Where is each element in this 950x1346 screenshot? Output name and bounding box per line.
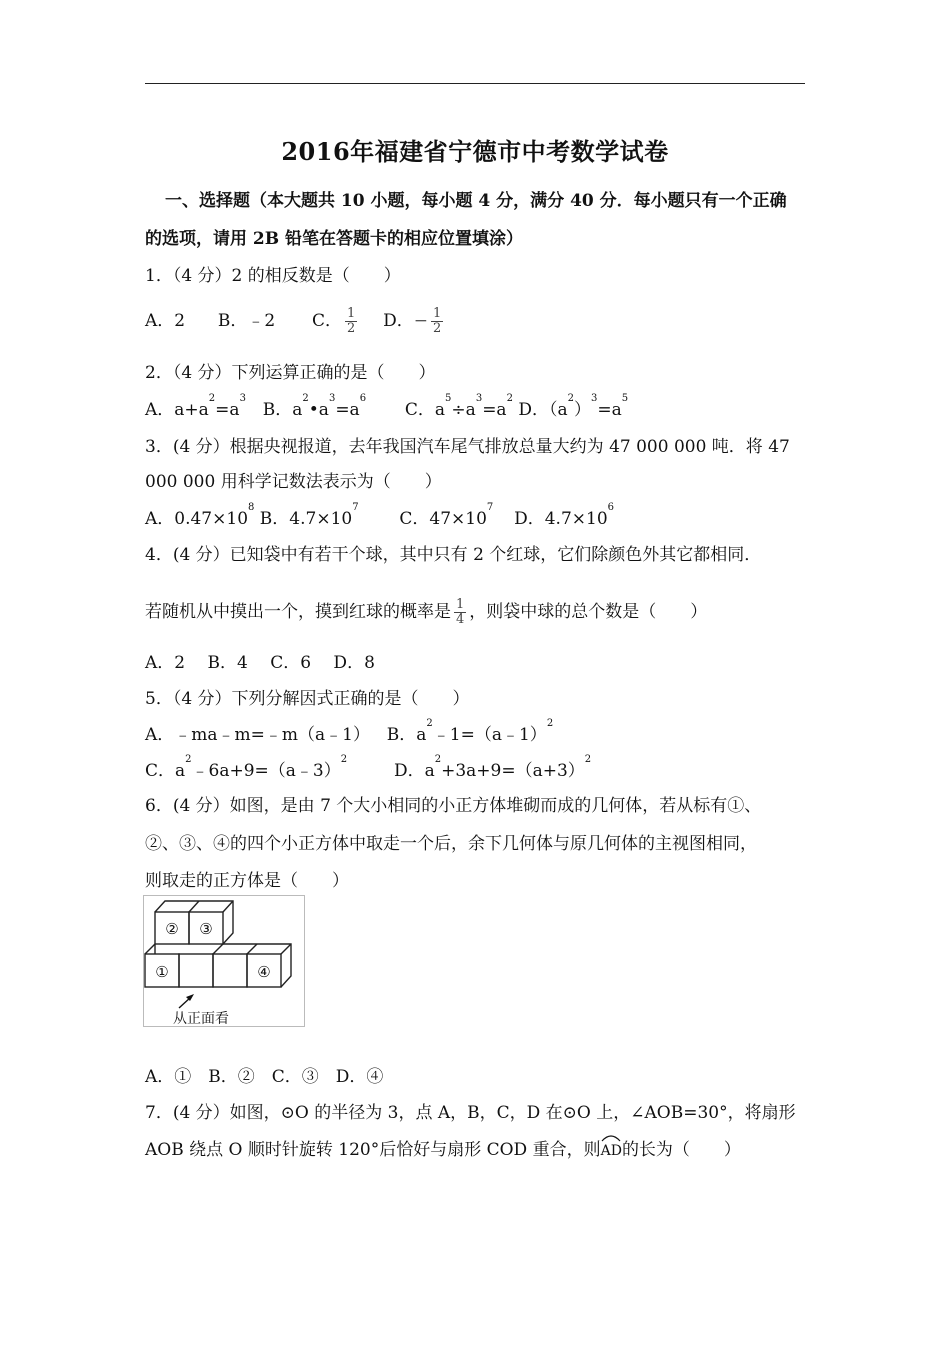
q1-option-d: D． <box>383 311 414 331</box>
edge <box>189 901 199 912</box>
cube-bottom-2-front <box>179 954 213 987</box>
q6-options: A．① B．② C．③ D．④ <box>145 1067 384 1087</box>
text: D．（a <box>518 400 568 420</box>
text: B．4.7×10 <box>259 509 353 529</box>
q5-stem: 5．（4 分）下列分解因式正确的是（ ） <box>145 689 470 709</box>
exponent: 2 <box>185 754 192 765</box>
q1-option-d-fraction <box>431 307 443 336</box>
text: B．a <box>262 400 303 420</box>
text: =a <box>335 400 360 420</box>
section-instructions-line1: 一、选择题（本大题共 10 小题，每小题 4 分，满分 40 分．每小题只有一个正确 <box>165 191 787 211</box>
exponent: 2 <box>434 754 442 765</box>
exponent: 2 <box>506 393 513 404</box>
q3-option-d <box>514 502 615 529</box>
q5-options-row1 <box>145 720 553 745</box>
exponent: 3 <box>475 393 483 404</box>
page-title: 2016年福建省宁德市中考数学试卷 <box>281 137 669 166</box>
cube-label-1: ① <box>155 963 169 981</box>
q2-options <box>145 395 628 420</box>
q6-cube-figure <box>143 895 305 1027</box>
exponent: 2 <box>584 754 592 765</box>
q4-stem-text-end: ，则袋中球的总个数是（ ） <box>469 602 708 622</box>
q2-option-a <box>145 393 246 420</box>
exponent: 2 <box>567 393 574 404</box>
arc-label: AD <box>600 1143 622 1159</box>
q6-stem-line2: ②、③、④的四个小正方体中取走一个后，余下几何体与原几何体的主视图相同， <box>145 834 757 854</box>
fraction-numerator: 1 <box>433 306 442 321</box>
exponent: 5 <box>445 393 452 404</box>
q7-stem-text: AOB 绕点 O 顺时针旋转 120°后恰好与扇形 COD 重合，则 <box>145 1140 601 1160</box>
view-arrow-icon <box>179 994 194 1008</box>
exponent: 5 <box>621 393 629 404</box>
exponent: 8 <box>248 502 255 513</box>
q4-stem-line2 <box>145 597 707 627</box>
exponent: 7 <box>352 502 359 513</box>
text: =a <box>215 400 240 420</box>
exponent: 3 <box>591 393 598 404</box>
text: ） <box>574 400 591 420</box>
exponent: 2 <box>546 718 554 729</box>
fraction-numerator: 1 <box>347 306 356 321</box>
q1-option-c: C． <box>312 311 343 331</box>
arc-mark-icon <box>601 1134 621 1142</box>
q5-option-c <box>145 754 348 781</box>
section-instructions-line2: 的选项，请用 2B 铅笔在答题卡的相应位置填涂） <box>145 229 524 249</box>
q2-stem: 2．（4 分）下列运算正确的是（ ） <box>145 363 436 383</box>
edge <box>223 901 233 912</box>
text: ÷a <box>451 400 476 420</box>
exponent: 2 <box>302 393 309 404</box>
text: D．4.7×10 <box>514 509 608 529</box>
exponent: 3 <box>328 393 336 404</box>
q4-stem-line1: 4．(4 分）已知袋中有若干个球，其中只有 2 个红球，它们除颜色外其它都相同． <box>145 545 762 565</box>
fraction-denominator: 2 <box>347 321 356 336</box>
text: A．0.47×10 <box>145 509 249 529</box>
text: =a <box>597 400 622 420</box>
q1-stem: 1．（4 分）2 的相反数是（ ） <box>145 266 401 286</box>
q4-options: A．2 B．4 C．6 D．8 <box>145 653 375 673</box>
q6-stem-line1: 6．(4 分）如图，是由 7 个大小相同的小正方体堆砌而成的几何体，若从标有①、 <box>145 796 762 816</box>
q1-option-c-fraction <box>345 307 357 336</box>
q3-option-c <box>399 502 494 529</box>
exponent: 2 <box>208 393 216 404</box>
q3-stem-line2: 000 000 用科学记数法表示为（ ） <box>145 472 442 492</box>
exponent: 6 <box>359 393 367 404</box>
exponent: 7 <box>486 502 494 513</box>
q5-option-d <box>393 754 592 781</box>
q5-option-b <box>386 718 554 745</box>
q2-option-d <box>518 393 629 420</box>
q1-option-d-sign: − <box>413 311 429 331</box>
exponent: 3 <box>239 393 246 404</box>
q5-option-a: A．﹣ma﹣m=﹣m（a﹣1） <box>145 725 370 745</box>
q2-option-c <box>404 393 513 420</box>
text: C．a <box>145 761 186 781</box>
q3-option-b <box>259 502 359 529</box>
text: C．47×10 <box>399 509 487 529</box>
q1-options <box>145 306 446 336</box>
text: B．a <box>386 725 427 745</box>
cube-label-3: ③ <box>199 920 213 938</box>
exponent: 2 <box>426 718 433 729</box>
edge <box>213 944 223 954</box>
q4-stem-text: 若随机从中摸出一个，摸到红球的概率是 <box>145 602 451 622</box>
header-rule <box>145 83 805 84</box>
edge <box>281 944 291 954</box>
q2-option-b <box>262 393 367 420</box>
q4-probability-fraction <box>454 598 466 627</box>
fraction-denominator: 2 <box>433 321 442 336</box>
q7-stem-text-end: 的长为（ ） <box>621 1140 741 1160</box>
cube-label-4: ④ <box>257 963 271 981</box>
fraction-denominator: 4 <box>456 612 465 627</box>
text: A．a+a <box>145 400 209 420</box>
figure-caption: 从正面看 <box>173 1011 229 1027</box>
text: D．a <box>393 761 435 781</box>
text: C．a <box>404 400 446 420</box>
q1-option-b: B．﹣2 <box>217 311 276 331</box>
q7-arc-ad <box>601 1140 622 1160</box>
text: =a <box>482 400 507 420</box>
text: •a <box>308 400 329 420</box>
cube-bottom-3-front <box>213 954 247 987</box>
text: ﹣1=（a﹣1） <box>432 725 547 745</box>
q7-stem-line2 <box>145 1135 741 1160</box>
cube-label-2: ② <box>165 920 179 938</box>
exponent: 6 <box>607 502 615 513</box>
fraction-numerator: 1 <box>456 597 465 612</box>
q1-option-a: A．2 <box>145 311 186 331</box>
text: ﹣6a+9=（a﹣3） <box>191 761 341 781</box>
q7-stem-line1: 7．(4 分）如图，⊙O 的半径为 3，点 A，B，C，D 在⊙O 上，∠AOB=30°，将扇形 <box>145 1103 796 1123</box>
q3-option-a <box>145 502 255 529</box>
text: +3a+9=（a+3） <box>441 761 585 781</box>
q3-stem-line1: 3．(4 分）根据央视报道，去年我国汽车尾气排放总量大约为 47 000 000 吨．将 47 <box>145 437 790 457</box>
q5-options-row2 <box>145 756 591 781</box>
edge <box>145 944 155 954</box>
q3-options <box>145 504 614 529</box>
q6-stem-line3: 则取走的正方体是（ ） <box>145 871 349 891</box>
exponent: 2 <box>340 754 348 765</box>
edge <box>247 944 257 954</box>
